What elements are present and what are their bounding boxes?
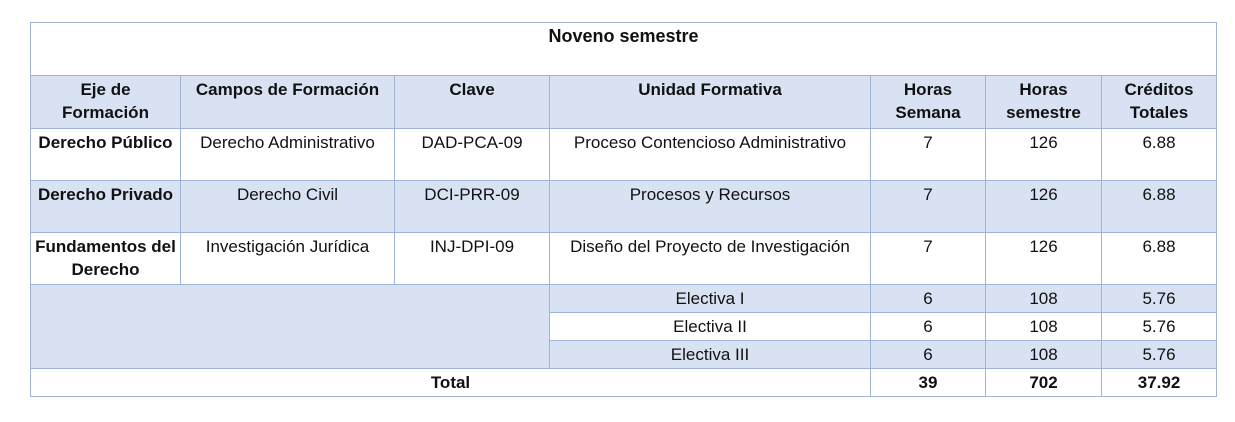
cell-horas-semana: 7 [871, 129, 986, 181]
total-label: Total [31, 369, 871, 397]
cell-creditos: 6.88 [1102, 181, 1217, 233]
total-creditos: 37.92 [1102, 369, 1217, 397]
table-row [31, 233, 1217, 285]
cell-creditos: 6.88 [1102, 129, 1217, 181]
cell-creditos: 5.76 [1102, 285, 1217, 313]
cell-campo: Derecho Civil [181, 181, 395, 233]
cell-creditos: 5.76 [1102, 341, 1217, 369]
total-horas-semestre: 702 [986, 369, 1102, 397]
curriculum-table [30, 22, 1217, 397]
cell-unidad: Electiva II [550, 313, 871, 341]
cell-clave: DAD-PCA-09 [395, 129, 550, 181]
cell-eje: Fundamentos del Derecho [31, 233, 181, 285]
cell-horas-semana: 6 [871, 341, 986, 369]
table-row [31, 181, 1217, 233]
elective-row [31, 285, 1217, 313]
cell-horas-semestre: 108 [986, 341, 1102, 369]
cell-horas-semana: 7 [871, 233, 986, 285]
cell-unidad: Electiva III [550, 341, 871, 369]
cell-campo: Derecho Administrativo [181, 129, 395, 181]
cell-eje: Derecho Privado [31, 181, 181, 233]
cell-campo: Investigación Jurídica [181, 233, 395, 285]
header-campos: Campos de Formación [181, 76, 395, 129]
table-title: Noveno semestre [31, 23, 1217, 76]
cell-unidad: Diseño del Proyecto de Investigación [550, 233, 871, 285]
cell-horas-semana: 6 [871, 285, 986, 313]
cell-creditos: 6.88 [1102, 233, 1217, 285]
header-clave: Clave [395, 76, 550, 129]
cell-eje: Derecho Público [31, 129, 181, 181]
total-horas-semana: 39 [871, 369, 986, 397]
table-row [31, 129, 1217, 181]
header-unidad: Unidad Formativa [550, 76, 871, 129]
cell-horas-semana: 7 [871, 181, 986, 233]
cell-unidad: Electiva I [550, 285, 871, 313]
header-horas-semestre: Horas semestre [986, 76, 1102, 129]
empty-filler-cell [31, 285, 550, 369]
cell-unidad: Procesos y Recursos [550, 181, 871, 233]
cell-unidad: Proceso Contencioso Administrativo [550, 129, 871, 181]
cell-clave: DCI-PRR-09 [395, 181, 550, 233]
header-eje: Eje de Formación [31, 76, 181, 129]
cell-horas-semestre: 126 [986, 233, 1102, 285]
cell-clave: INJ-DPI-09 [395, 233, 550, 285]
cell-horas-semestre: 108 [986, 313, 1102, 341]
cell-horas-semestre: 108 [986, 285, 1102, 313]
cell-creditos: 5.76 [1102, 313, 1217, 341]
header-horas-semana: Horas Semana [871, 76, 986, 129]
cell-horas-semana: 6 [871, 313, 986, 341]
total-row [31, 369, 1217, 397]
cell-horas-semestre: 126 [986, 181, 1102, 233]
cell-horas-semestre: 126 [986, 129, 1102, 181]
header-creditos: Créditos Totales [1102, 76, 1217, 129]
